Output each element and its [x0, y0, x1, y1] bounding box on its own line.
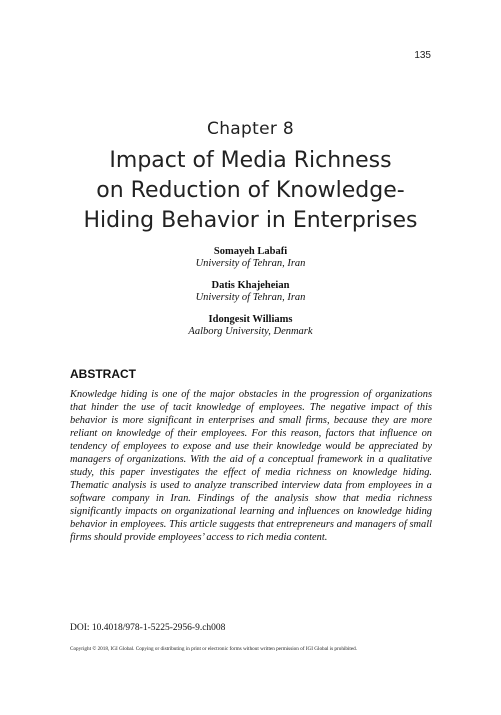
- page-number: 135: [414, 50, 431, 61]
- chapter-label: Chapter 8: [207, 119, 294, 139]
- copyright-notice: Copyright © 2018, IGI Global. Copying or distributing in print or electronic forms without written permission of IGI Global is prohibited.: [70, 646, 358, 652]
- chapter-title: [40, 146, 461, 236]
- title-line-1: Impact of Media Richness: [109, 148, 392, 173]
- author-name: Somayeh Labafi: [213, 246, 288, 257]
- author-block: [0, 280, 501, 304]
- author-block: [0, 314, 501, 338]
- author-affiliation: University of Tehran, Iran: [195, 292, 306, 303]
- author-name: Idongesit Williams: [208, 314, 293, 325]
- author-affiliation: University of Tehran, Iran: [195, 258, 306, 269]
- author-affiliation: Aalborg University, Denmark: [188, 326, 313, 337]
- author-list: [0, 246, 501, 348]
- abstract-heading: ABSTRACT: [70, 367, 136, 381]
- author-name: Datis Khajeheian: [211, 280, 290, 291]
- doi-text: DOI: 10.4018/978-1-5225-2956-9.ch008: [70, 623, 226, 633]
- title-line-3: Hiding Behavior in Enterprises: [83, 208, 418, 233]
- abstract-text: Knowledge hiding is one of the major obstacles in the progression of organizations that hinder the use of tacit knowledge of employees. The negative impact of this behavior is more significant in enterprises and small firms, because they are more reliant on knowledge of their employees. For this reason, factors that influence on tendency of employees to expose and use their knowledge would be appreciated by managers of organizations. With the aid of a conceptual framework in a qualitative study, this paper investigates the effect of media richness on knowledge hiding. Thematic analysis is used to analyze transcribed interview data from employees in a software company in Iran. Findings of the analysis show that media richness significantly impacts on organizational learning and influences on knowledge hiding behavior in employees. This article suggests that entrepreneurs and managers of small firms should provide employees’ access to rich media content.: [70, 389, 432, 543]
- author-block: [0, 246, 501, 270]
- title-line-2: on Reduction of Knowledge-: [96, 178, 405, 203]
